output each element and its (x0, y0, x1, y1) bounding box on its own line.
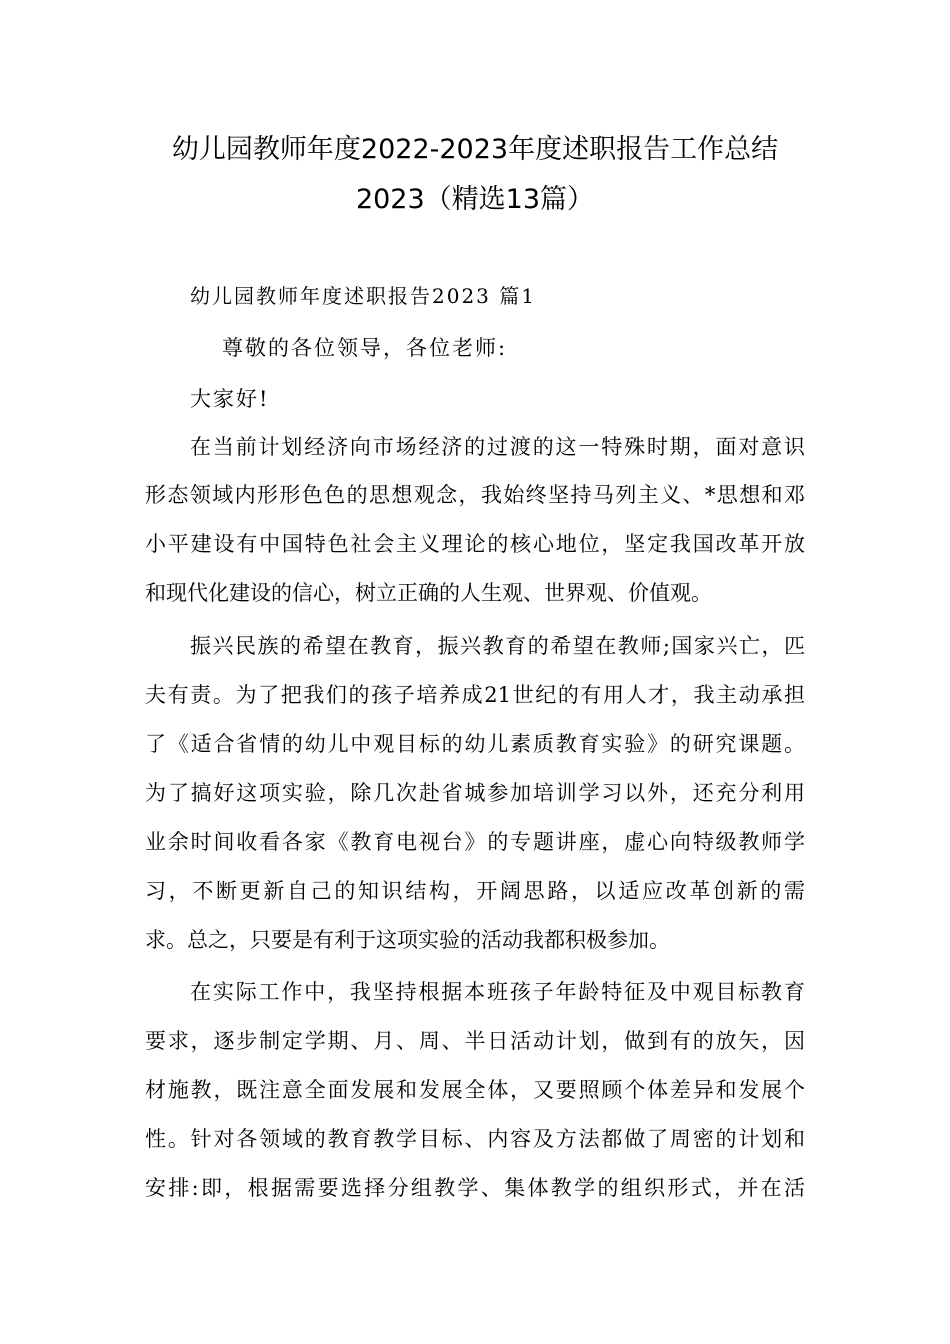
paragraph-line: 和现代化建设的信心，树立正确的人生观、世界观、价值观。 (145, 581, 712, 605)
paragraph-line: 在当前计划经济向市场经济的过渡的这一特殊时期，面对意识 (190, 435, 805, 459)
paragraph-line: 安排:即，根据需要选择分组教学、集体教学的组织形式，并在活 (145, 1176, 805, 1200)
greeting: 大家好! (190, 387, 270, 411)
document-title-line-1: 幼儿园教师年度2022-2023年度述职报告工作总结 (171, 134, 779, 165)
document-title-line-2: 2023（精选13篇） (355, 184, 595, 215)
paragraph-line: 习，不断更新自己的知识结构，开阔思路，以适应改革创新的需 (145, 879, 805, 903)
paragraph-line: 形态领域内形形色色的思想观念，我始终坚持马列主义、*思想和邓 (145, 483, 805, 507)
paragraph-line: 在实际工作中，我坚持根据本班孩子年龄特征及中观目标教育 (190, 980, 805, 1004)
salutation: 尊敬的各位领导，各位老师: (222, 336, 508, 360)
paragraph-line: 为了搞好这项实验，除几次赴省城参加培训学习以外，还充分利用 (145, 781, 805, 805)
paragraph-line: 求。总之，只要是有利于这项实验的活动我都积极参加。 (145, 928, 670, 952)
paragraph-line: 小平建设有中国特色社会主义理论的核心地位，坚定我国改革开放 (145, 532, 805, 556)
paragraph-line: 业余时间收看各家《教育电视台》的专题讲座，虚心向特级教师学 (145, 830, 805, 854)
section-heading: 幼儿园教师年度述职报告2023 篇1 (190, 284, 536, 308)
paragraph-line: 了《适合省情的幼儿中观目标的幼儿素质教育实验》的研究课题。 (145, 732, 805, 756)
paragraph-line: 材施教，既注意全面发展和发展全体，又要照顾个体差异和发展个 (145, 1078, 805, 1102)
paragraph-line: 振兴民族的希望在教育，振兴教育的希望在教师;国家兴亡，匹 (190, 634, 805, 658)
paragraph-line: 夫有责。为了把我们的孩子培养成21世纪的有用人才，我主动承担 (145, 683, 805, 707)
paragraph-line: 要求，逐步制定学期、月、周、半日活动计划，做到有的放矢，因 (145, 1029, 805, 1053)
paragraph-line: 性。针对各领域的教育教学目标、内容及方法都做了周密的计划和 (145, 1127, 805, 1151)
